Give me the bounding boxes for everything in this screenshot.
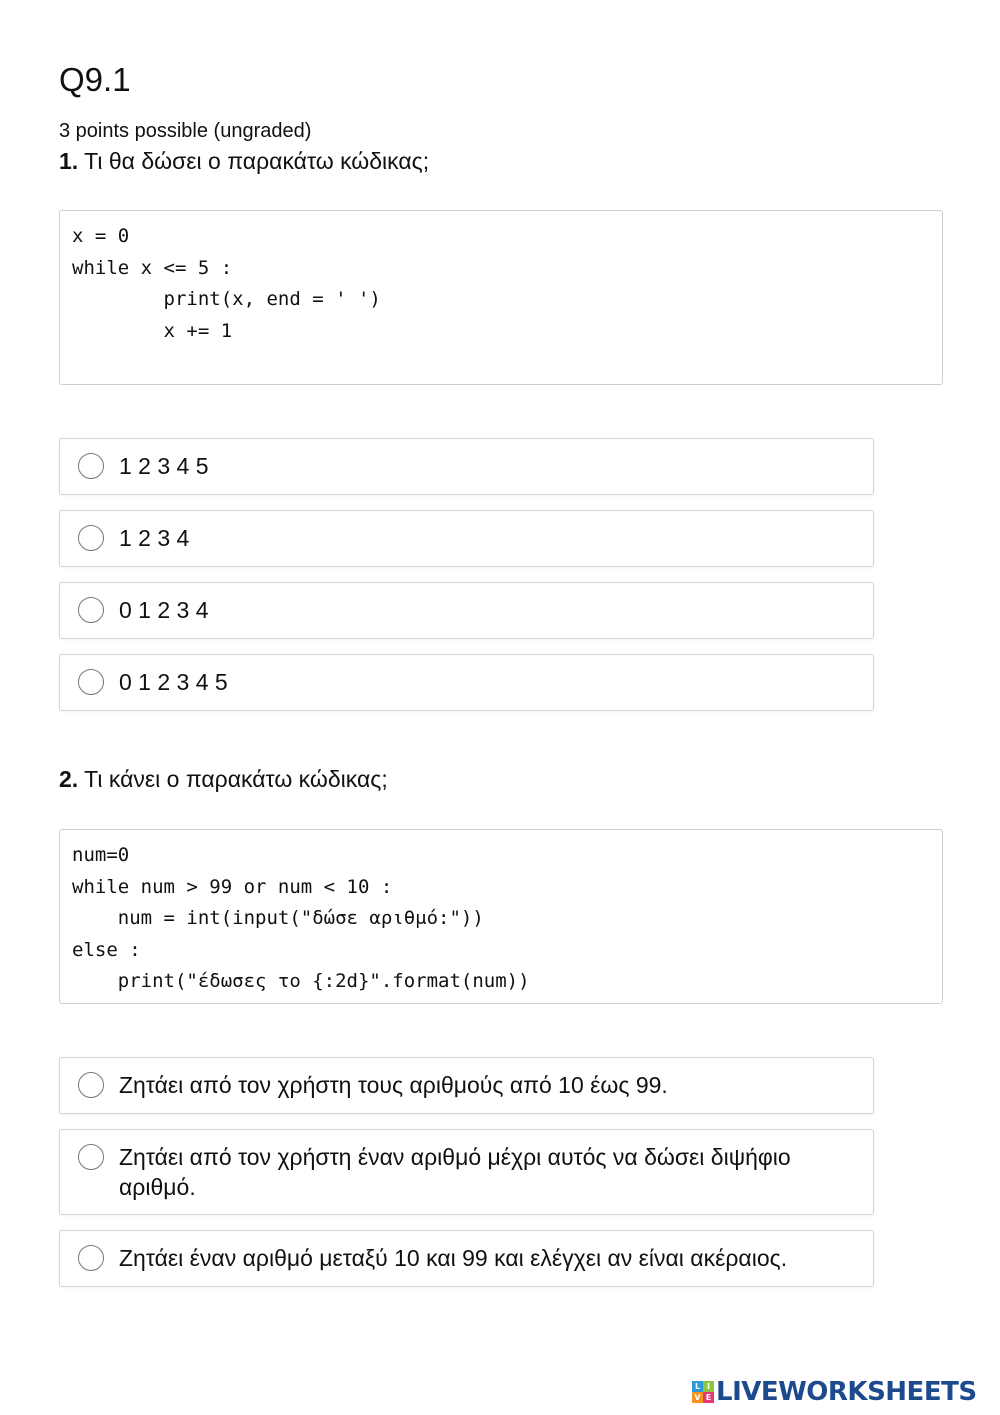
logo-icon-letter: V — [692, 1392, 703, 1403]
radio-button[interactable] — [78, 1144, 104, 1170]
logo-icon-letter: I — [703, 1381, 714, 1392]
code-block-q1 — [59, 210, 943, 385]
code-block-q2 — [59, 829, 943, 1004]
question-2 — [59, 765, 388, 793]
question-number: 2. — [59, 766, 79, 792]
liveworksheets-logo — [692, 1376, 977, 1408]
q2-option-2[interactable] — [59, 1129, 874, 1215]
option-label: 0 1 2 3 4 5 — [119, 669, 228, 695]
code-line: x += 1 — [72, 319, 233, 342]
q2-option-1[interactable] — [59, 1057, 874, 1114]
radio-button[interactable] — [78, 525, 104, 551]
logo-text: LIVEWORKSHEETS — [716, 1377, 977, 1407]
radio-button[interactable] — [78, 1245, 104, 1271]
q2-option-3[interactable] — [59, 1230, 874, 1287]
question-text: Τι κάνει ο παρακάτω κώδικας; — [84, 766, 388, 792]
code-line: while x <= 5 : — [72, 256, 233, 279]
question-number: 1. — [59, 148, 79, 174]
q1-option-3[interactable] — [59, 582, 874, 639]
option-label: 1 2 3 4 — [119, 525, 190, 551]
option-label: 0 1 2 3 4 — [119, 597, 209, 623]
q1-option-4[interactable] — [59, 654, 874, 711]
radio-button[interactable] — [78, 453, 104, 479]
q1-option-1[interactable] — [59, 438, 874, 495]
logo-icon-letter: L — [692, 1381, 703, 1392]
points-possible: 3 points possible (ungraded) — [59, 120, 312, 142]
code-line: while num > 99 or num < 10 : — [72, 875, 393, 898]
code-line: num = int(input("δώσε αριθμό:")) — [72, 907, 484, 929]
logo-icon-letter: E — [703, 1392, 714, 1403]
code-line: print("έδωσες το {:2d}".format(num)) — [72, 970, 530, 992]
code-line: else : — [72, 938, 141, 961]
option-label: Ζητάει από τον χρήστη τους αριθμούς από 10 έως 99. — [119, 1072, 668, 1098]
question-1 — [59, 147, 429, 175]
page-title: Q9.1 — [59, 61, 131, 98]
code-line: x = 0 — [72, 225, 130, 247]
option-label: Ζητάει από τον χρήστη έναν αριθμό μέχρι αυτός να δώσει διψήφιο αριθμό. — [119, 1144, 791, 1200]
q1-option-2[interactable] — [59, 510, 874, 567]
radio-button[interactable] — [78, 1072, 104, 1098]
liveworksheets-icon — [692, 1381, 714, 1403]
question-text: Τι θα δώσει ο παρακάτω κώδικας; — [84, 148, 430, 174]
radio-button[interactable] — [78, 669, 104, 695]
option-label: Ζητάει έναν αριθμό μεταξύ 10 και 99 και ελέγχει αν είναι ακέραιος. — [119, 1245, 788, 1271]
option-label: 1 2 3 4 5 — [119, 453, 209, 479]
code-line: print(x, end = ' ') — [72, 288, 381, 310]
radio-button[interactable] — [78, 597, 104, 623]
code-line: num=0 — [72, 844, 130, 866]
